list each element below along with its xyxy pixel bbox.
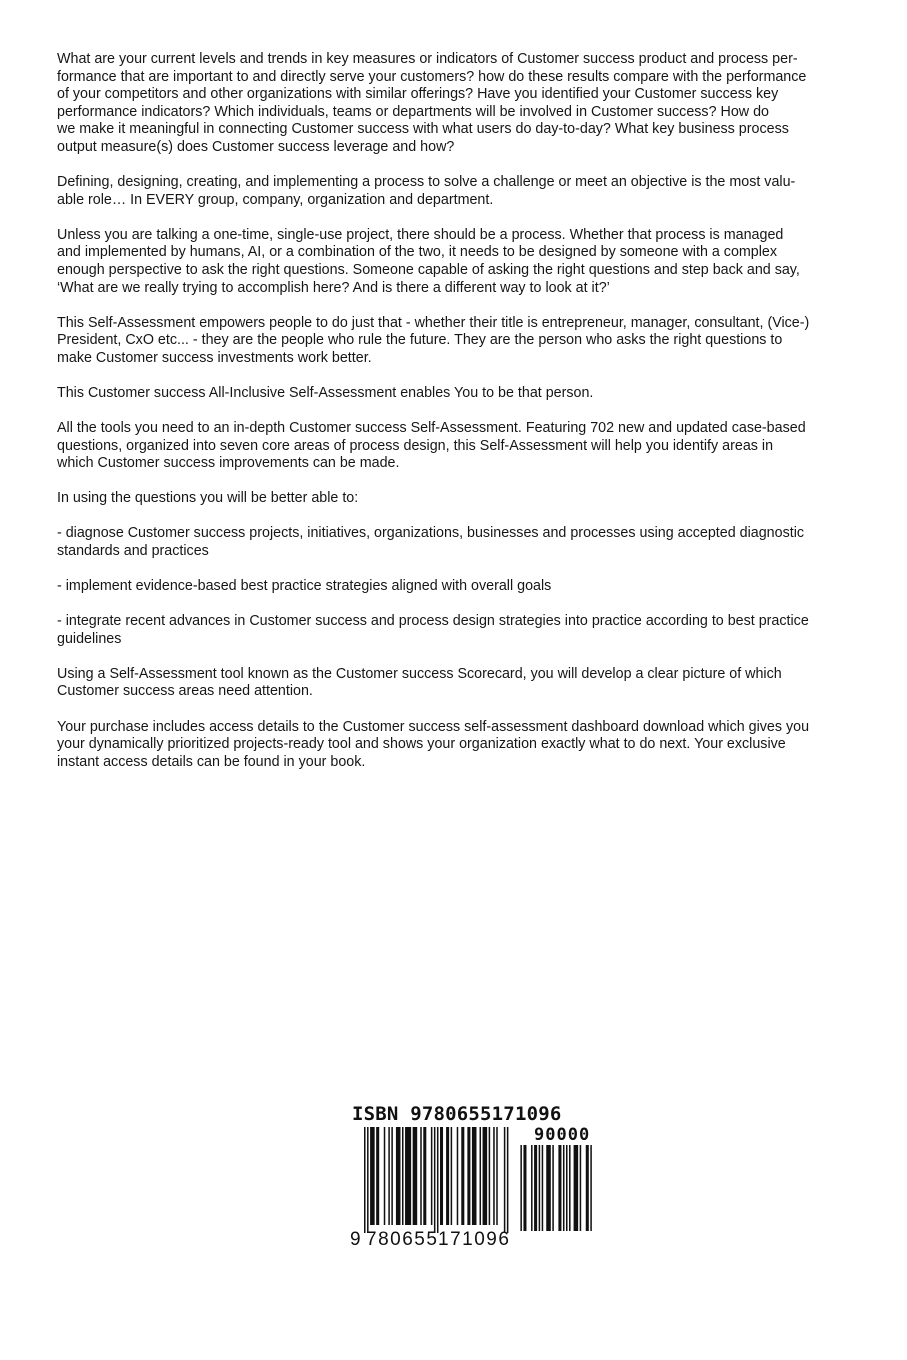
barcode-guard-bar xyxy=(437,1127,439,1233)
addon-bar xyxy=(531,1145,533,1231)
addon-bar xyxy=(520,1145,522,1231)
barcode-right-group: 171096 xyxy=(438,1229,511,1250)
barcode-guard-bar xyxy=(507,1127,509,1233)
barcode-first-digit: 9 xyxy=(350,1229,361,1250)
barcode-bar xyxy=(446,1127,449,1225)
barcode-bar xyxy=(405,1127,411,1225)
paragraph-enables-you: This Customer success All-Inclusive Self-Assessment enables You to be that person. xyxy=(57,384,594,401)
paragraph-defining-process: Defining, designing, creating, and implementing a process to solve a challenge or meet an objective is the most valu- able role… In EVERY group, company, organization and department. xyxy=(57,174,796,208)
barcode-guard-bar xyxy=(364,1127,366,1233)
barcode-bar xyxy=(480,1127,482,1225)
barcode-bar xyxy=(496,1127,498,1225)
bullet-implement: - implement evidence-based best practice strategies aligned with overall goals xyxy=(57,578,552,595)
barcode-guard-bar xyxy=(504,1127,506,1233)
barcode-bar xyxy=(376,1127,379,1225)
addon-bar xyxy=(580,1145,582,1231)
barcode-bar xyxy=(489,1127,491,1225)
barcode-bar xyxy=(431,1127,433,1225)
barcode-bar xyxy=(402,1127,404,1225)
paragraph-key-measures: What are your current levels and trends in key measures or indicators of Customer success product and process per- formance that are important to and directly serve your customers? how do these results compare with the performance of your competitors and other organizations with similar offerings? Have you identified your Customer success key performance indicators? Which individuals, teams or departments will be involved in Customer success? How do we make it meaningful in connecting Customer success with what users do day-to-day? What key business process output measure(s) does Customer success leverage and how? xyxy=(57,51,807,155)
barcode-bar xyxy=(413,1127,418,1225)
price-addon-digits: 90000 xyxy=(534,1125,591,1145)
barcode-bar xyxy=(396,1127,401,1225)
barcode-bar xyxy=(440,1127,443,1225)
barcode-bar xyxy=(391,1127,393,1225)
bullet-diagnose: - diagnose Customer success projects, initiatives, organizations, businesses and processes using accepted diagnostic standards and practices xyxy=(57,525,805,559)
barcode-bar xyxy=(457,1127,459,1225)
paragraph-purchase-includes: Your purchase includes access details to the Customer success self-assessment dashboard download which gives you your dynamically prioritized projects-ready tool and shows your organization exactly what to do next. Your exclusive instant access details can be found in your book. xyxy=(57,718,810,770)
barcode-bar xyxy=(423,1127,426,1225)
barcode-bar xyxy=(472,1127,477,1225)
addon-bar xyxy=(523,1145,526,1231)
barcode-bar xyxy=(384,1127,386,1225)
addon-bar xyxy=(566,1145,568,1231)
addon-bar xyxy=(590,1145,592,1231)
addon-bar xyxy=(552,1145,554,1231)
barcode-bar xyxy=(420,1127,422,1225)
addon-bar xyxy=(563,1145,565,1231)
paragraph-scorecard: Using a Self-Assessment tool known as the Customer success Scorecard, you will develop a clear picture of which Customer success areas need attention. xyxy=(57,665,782,700)
barcode-bar xyxy=(467,1127,470,1225)
isbn-barcode xyxy=(349,1103,611,1253)
addon-bar xyxy=(539,1145,541,1231)
addon-bar xyxy=(569,1145,571,1231)
addon-bar xyxy=(542,1145,544,1231)
addon-bar xyxy=(534,1145,537,1231)
barcode-bar xyxy=(493,1127,495,1225)
addon-bar xyxy=(586,1145,589,1231)
addon-bar xyxy=(574,1145,579,1231)
paragraph-all-the-tools: All the tools you need to an in-depth Customer success Self-Assessment. Featuring 702 new and updated case-based questions, organized into seven core areas of process design, this Self-Assessment will help you identify areas in which Customer success improvements can be made. xyxy=(57,420,806,472)
addon-bar xyxy=(546,1145,551,1231)
barcode-bar xyxy=(370,1127,375,1225)
paragraph-self-assessment-empowers: This Self-Assessment empowers people to do just that - whether their title is entrepreneur, manager, consultant, (Vice-) President, CxO etc... - they are the people who rule the future. They are the person who asks the right questions to make Customer success investments work better. xyxy=(57,314,810,366)
isbn-label: ISBN 9780655171096 xyxy=(352,1103,562,1125)
addon-bar xyxy=(558,1145,561,1231)
paragraph-one-time-project: Unless you are talking a one-time, single-use project, there should be a process. Whether that process is managed and implemented by humans, AI, or a combination of the two, it needs to be designed by someone with a complex enough perspective to ask the right questions. Someone capable of asking the right questions and step back and say, ‘What are we really trying to accomplish here? And is there a different way to look at it?’ xyxy=(57,226,800,296)
barcode-bar xyxy=(451,1127,453,1225)
barcode-bar xyxy=(461,1127,464,1225)
barcode-guard-bar xyxy=(434,1127,436,1233)
barcode-guard-bar xyxy=(367,1127,369,1233)
bullet-integrate: - integrate recent advances in Customer success and process design strategies into practice according to best practice guidelines xyxy=(57,613,809,647)
paragraph-in-using: In using the questions you will be better able to: xyxy=(57,490,359,507)
barcode-bar xyxy=(483,1127,488,1225)
blurb-text xyxy=(57,51,847,789)
barcode-left-group: 780655 xyxy=(366,1229,439,1250)
barcode-bar xyxy=(388,1127,390,1225)
